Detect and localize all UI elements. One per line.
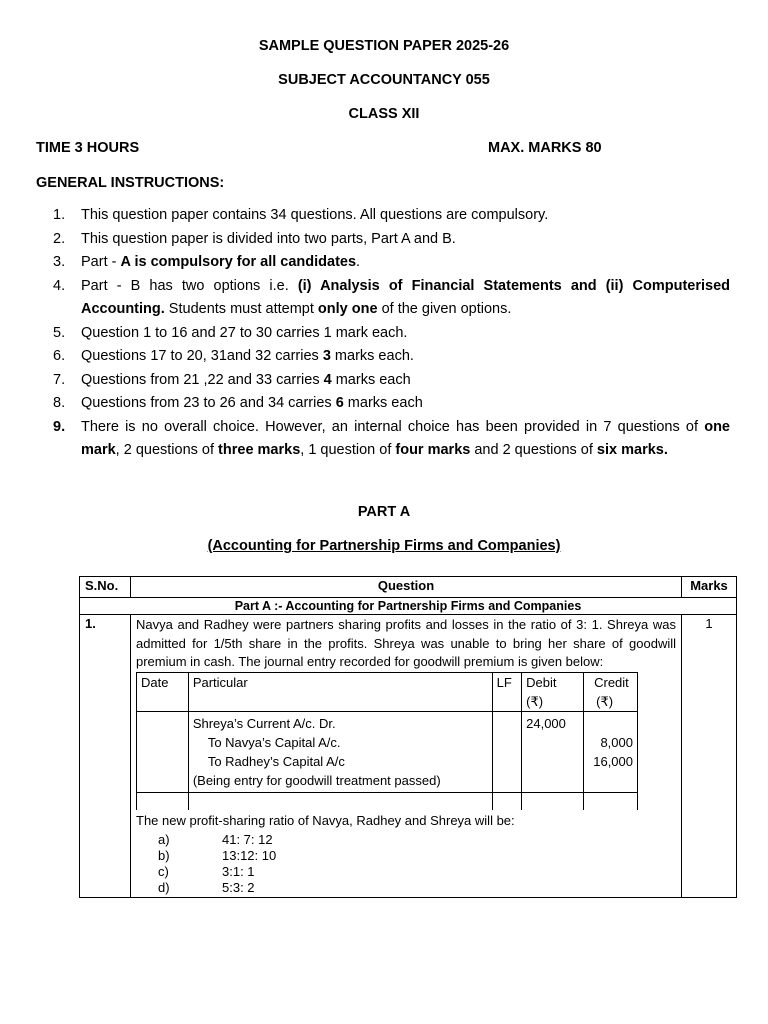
instruction-item [53,416,730,463]
journal-credit-header [584,672,638,711]
journal-credit-unit: (₹) [596,693,614,709]
instruction-text: Part - B has two options i.e. [81,277,298,294]
journal-lf-cell [492,711,521,792]
instruction-text: Questions from 21 ,22 and 33 carries [81,371,324,388]
time-marks-line [36,140,736,156]
instruction-number: 3. [53,254,66,270]
part-subtitle: (Accounting for Partnership Firms and Companies) [207,538,561,554]
option-text: 3:1: 1 [222,863,255,879]
journal-line: Shreya’s Current A/c. Dr. [192,715,336,731]
instruction-text: marks each [331,371,411,388]
instruction-text: . [356,254,361,270]
table-subheading-row [80,598,737,615]
instruction-item [53,251,730,275]
instruction-item [53,322,730,346]
paper-title: SAMPLE QUESTION PAPER 2025-26 [258,38,510,54]
table-header-row [80,577,737,598]
answer-option [136,880,676,896]
instruction-number: 9. [53,418,66,435]
table-row [80,615,737,898]
instruction-item [53,228,730,252]
journal-body-row [137,711,638,792]
question-text: Navya and Radhey were partners sharing profits and losses in the ratio of 3: 1. Shreya was admitted for 1/5th share in the profits. Shreya was unable to bring her share of goodwill premium in cash. The journal entry recorded for goodwill premium is given below: [136,617,676,669]
journal-credit-label: Credit [594,674,629,690]
instruction-text: This question paper contains 34 questions. All questions are compulsory. [81,207,549,223]
instruction-text: This question paper is divided into two parts, Part A and B. [81,230,456,247]
journal-empty-cell [137,792,189,810]
option-text: 13:12: 10 [222,847,277,863]
instruction-number: 1. [53,207,66,223]
instruction-text: of the given options. [377,301,512,317]
instruction-text: three marks [218,442,301,458]
instruction-text: six marks. [596,442,668,458]
journal-line: (Being entry for goodwill treatment passed) [192,772,441,788]
instruction-text: Questions 17 to 20, 31and 32 carries [81,348,323,364]
part-subtitle-wrap [0,538,768,554]
instruction-item [53,369,730,393]
journal-empty-cell [492,792,521,810]
instruction-text: 3 [322,348,331,364]
instruction-text: and 2 questions of [470,442,597,458]
answer-option [136,848,676,864]
journal-empty-cell [584,792,638,810]
journal-empty-row [137,792,638,810]
question-number: 1. [80,615,131,898]
questions-table [79,576,737,898]
instruction-item [53,392,730,416]
instruction-text: 4 [323,371,332,388]
instructions-list [36,204,730,463]
journal-credit-amount: 8,000 [600,734,633,750]
journal-line: To Navya’s Capital A/c. [207,734,341,750]
journal-particular-cell [188,711,492,792]
instruction-text: There is no overall choice. However, an internal choice has been provided in 7 questions of [81,418,705,435]
journal-debit-unit: (₹) [526,693,544,709]
journal-credit-amount: 16,000 [593,753,633,769]
option-label: a) [158,831,170,847]
instruction-item [53,204,730,228]
instruction-text: Students must attempt [164,301,318,317]
instructions-heading: GENERAL INSTRUCTIONS: [36,175,225,191]
options-list [136,832,676,896]
journal-debit-header [522,672,584,711]
question-prompt: The new profit-sharing ratio of Navya, Radhey and Shreya will be: [136,812,515,828]
instruction-number: 2. [53,230,66,247]
col-question-header: Question [131,577,682,598]
instruction-text: one mark [81,418,730,458]
max-marks-label: MAX. MARKS 80 [488,140,602,156]
instruction-text: Questions from 23 to 26 and 34 carries [81,395,336,411]
answer-option [136,832,676,848]
journal-empty-cell [188,792,492,810]
journal-date-cell [137,711,189,792]
journal-date-header: Date [137,672,189,711]
option-label: d) [158,879,170,895]
instruction-text: Question 1 to 16 and 27 to 30 carries 1 mark each. [81,324,408,341]
instruction-number: 6. [53,348,66,364]
instruction-text: 6 [335,395,344,411]
question-marks: 1 [682,615,737,898]
journal-debit-cell [522,711,584,792]
instruction-number: 4. [53,277,66,294]
instruction-text: (i) Analysis of Financial Statements and (ii) Computerised Accounting. [81,277,730,317]
journal-debit-label: Debit [526,674,557,690]
journal-debit-amount: 24,000 [526,715,566,731]
part-title: PART A [357,504,411,520]
option-label: b) [158,847,170,863]
instruction-text: Part - [81,254,121,270]
instruction-text: only one [317,301,378,317]
instruction-text: , 2 questions of [115,442,219,458]
journal-credit-cell [584,711,638,792]
instruction-text: marks each. [330,348,414,364]
subject-title: SUBJECT ACCOUNTANCY 055 [278,72,490,88]
instruction-text: four marks [395,442,471,458]
instruction-text: A is compulsory for all candidates [120,254,357,270]
instruction-item [53,345,730,369]
col-marks-header: Marks [682,577,737,598]
class-title: CLASS XII [348,106,420,122]
instruction-item [53,275,730,322]
answer-option [136,864,676,880]
instruction-number: 8. [53,395,66,411]
option-text: 41: 7: 12 [222,831,273,847]
time-label: TIME 3 HOURS [36,140,140,156]
instruction-number: 5. [53,324,66,341]
journal-particular-header: Particular [188,672,492,711]
option-label: c) [158,863,169,879]
instruction-number: 7. [53,371,66,388]
journal-lf-header: LF [492,672,521,711]
journal-empty-cell [522,792,584,810]
option-text: 5:3: 2 [222,879,255,895]
journal-entry-table [136,672,638,810]
journal-line: To Radhey’s Capital A/c [207,753,345,769]
instruction-text: , 1 question of [300,442,396,458]
journal-header-row [137,672,638,711]
col-sno-header: S.No. [80,577,131,598]
instruction-text: marks each [343,395,423,411]
table-subheading: Part A :- Accounting for Partnership Firms and Companies [80,598,737,615]
question-cell [131,615,682,898]
